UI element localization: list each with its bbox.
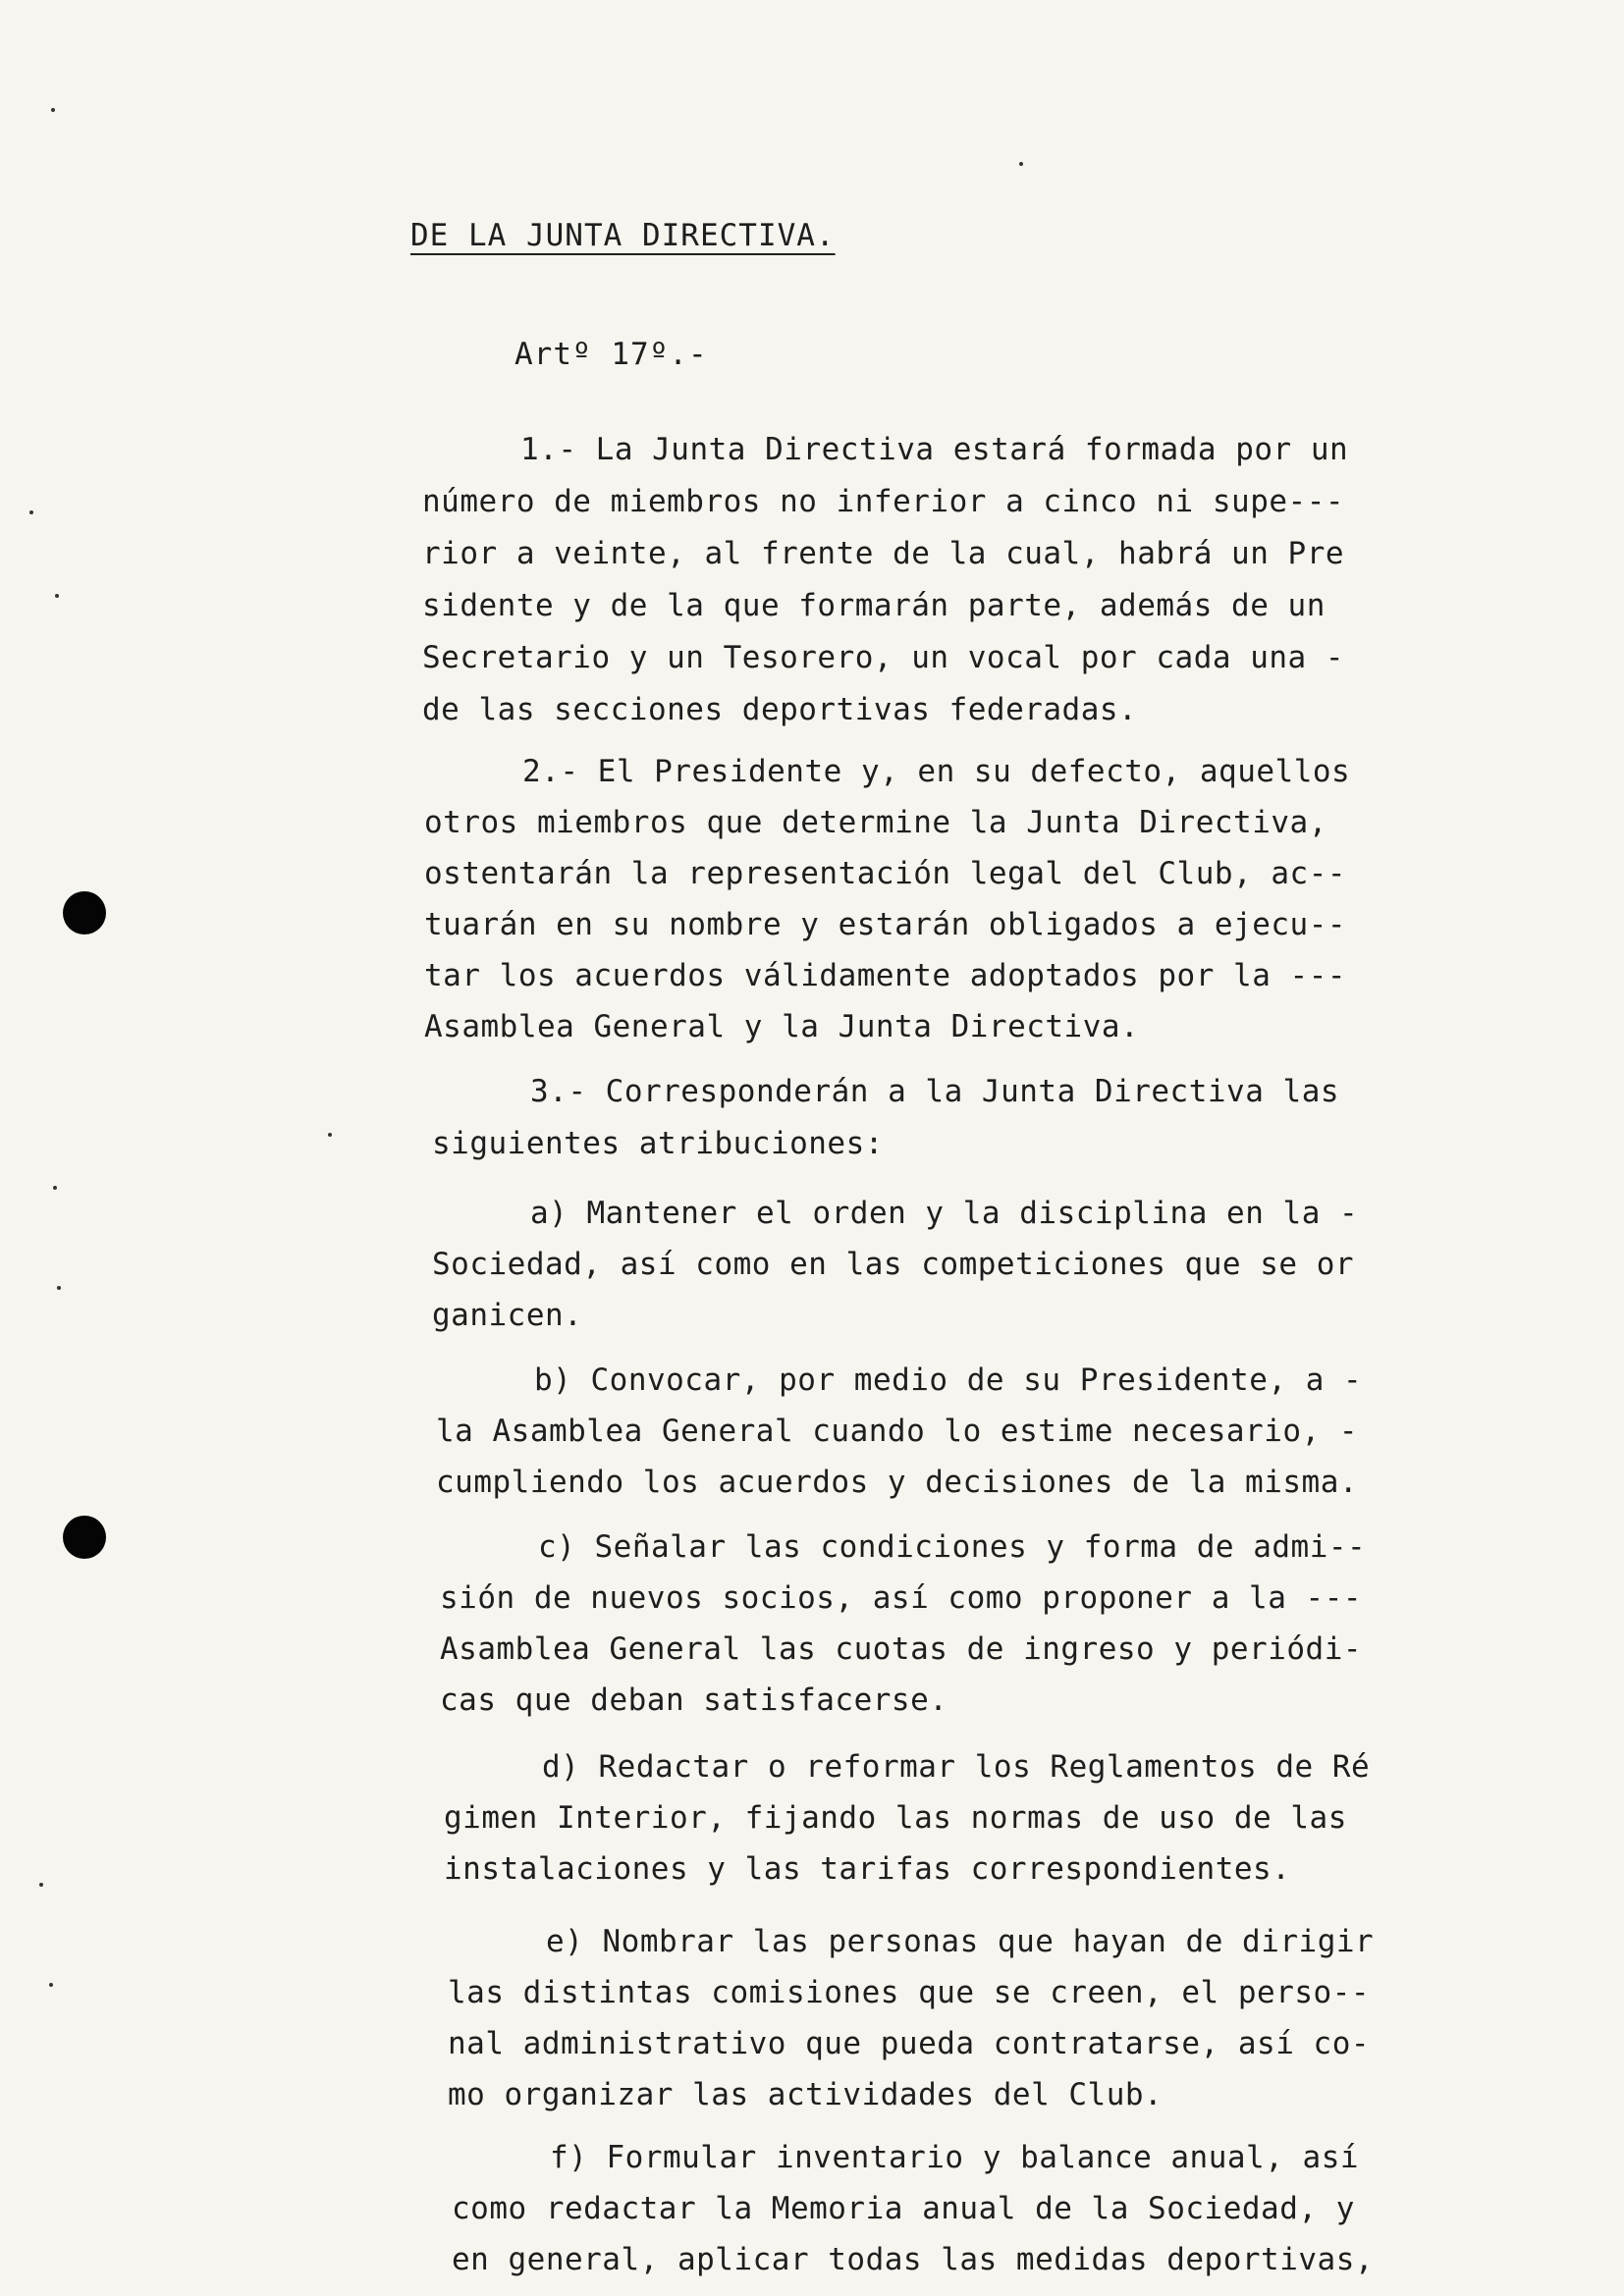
- text-line: 3.- Corresponderán a la Junta Directiva las: [530, 1074, 1340, 1109]
- text-line: 1.- La Junta Directiva estará formada por un: [520, 432, 1349, 467]
- text-line: Asamblea General las cuotas de ingreso y periódi-: [440, 1631, 1363, 1667]
- text-line: 2.- El Presidente y, en su defecto, aquellos: [522, 754, 1351, 789]
- text-line: tuarán en su nombre y estarán obligados a ejecu--: [424, 907, 1347, 942]
- speck: [328, 1133, 332, 1137]
- text-line: Asamblea General y la Junta Directiva.: [424, 1009, 1140, 1044]
- speck: [29, 510, 33, 514]
- text-line: rior a veinte, al frente de la cual, habrá un Pre: [422, 536, 1345, 571]
- text-line: como redactar la Memoria anual de la Sociedad, y: [452, 2191, 1355, 2226]
- speck: [57, 1286, 61, 1290]
- text-line: nal administrativo que pueda contratarse, así co-: [448, 2026, 1371, 2061]
- speck: [39, 1883, 43, 1887]
- text-line: Secretario y un Tesorero, un vocal por cada una -: [422, 640, 1345, 675]
- text-line: gimen Interior, fijando las normas de uso de las: [444, 1800, 1347, 1836]
- text-line: b) Convocar, por medio de su Presidente, a -: [534, 1362, 1363, 1398]
- speck: [1019, 162, 1023, 166]
- text-line: instalaciones y las tarifas correspondientes.: [444, 1851, 1291, 1887]
- text-line: c) Señalar las condiciones y forma de admi--: [538, 1529, 1367, 1565]
- punch-hole: [63, 1516, 106, 1559]
- text-line: sidente y de la que formarán parte, además de un: [422, 588, 1326, 623]
- text-line: número de miembros no inferior a cinco ni supe---: [422, 484, 1345, 519]
- text-line: las distintas comisiones que se creen, el perso--: [448, 1975, 1371, 2010]
- article-number: Artº 17º.-: [514, 337, 708, 372]
- speck: [49, 1983, 53, 1987]
- text-line: la Asamblea General cuando lo estime necesario, -: [436, 1414, 1359, 1449]
- punch-hole: [63, 891, 106, 934]
- text-line: f) Formular inventario y balance anual, así: [550, 2140, 1360, 2175]
- speck: [51, 108, 55, 112]
- text-line: a) Mantener el orden y la disciplina en la -: [530, 1196, 1359, 1231]
- text-line: otros miembros que determine la Junta Directiva,: [424, 805, 1327, 840]
- text-line: en general, aplicar todas las medidas deportivas,: [452, 2242, 1375, 2277]
- text-line: de las secciones deportivas federadas.: [422, 692, 1138, 727]
- text-line: ostentarán la representación legal del Club, ac--: [424, 856, 1347, 891]
- text-line: siguientes atribuciones:: [432, 1126, 884, 1161]
- speck: [55, 594, 59, 598]
- text-line: sión de nuevos socios, así como proponer a la ---: [440, 1580, 1363, 1616]
- text-line: Sociedad, así como en las competiciones que se or: [432, 1247, 1355, 1282]
- text-line: mo organizar las actividades del Club.: [448, 2077, 1164, 2112]
- text-line: cumpliendo los acuerdos y decisiones de la misma.: [436, 1465, 1359, 1500]
- speck: [53, 1186, 57, 1190]
- text-line: d) Redactar o reformar los Reglamentos de Ré: [542, 1749, 1371, 1785]
- text-line: cas que deban satisfacerse.: [440, 1682, 948, 1718]
- section-heading: DE LA JUNTA DIRECTIVA.: [410, 218, 836, 253]
- text-line: ganicen.: [432, 1298, 583, 1333]
- text-line: e) Nombrar las personas que hayan de dirigir: [546, 1924, 1375, 1959]
- text-line: tar los acuerdos válidamente adoptados por la ---: [424, 958, 1347, 993]
